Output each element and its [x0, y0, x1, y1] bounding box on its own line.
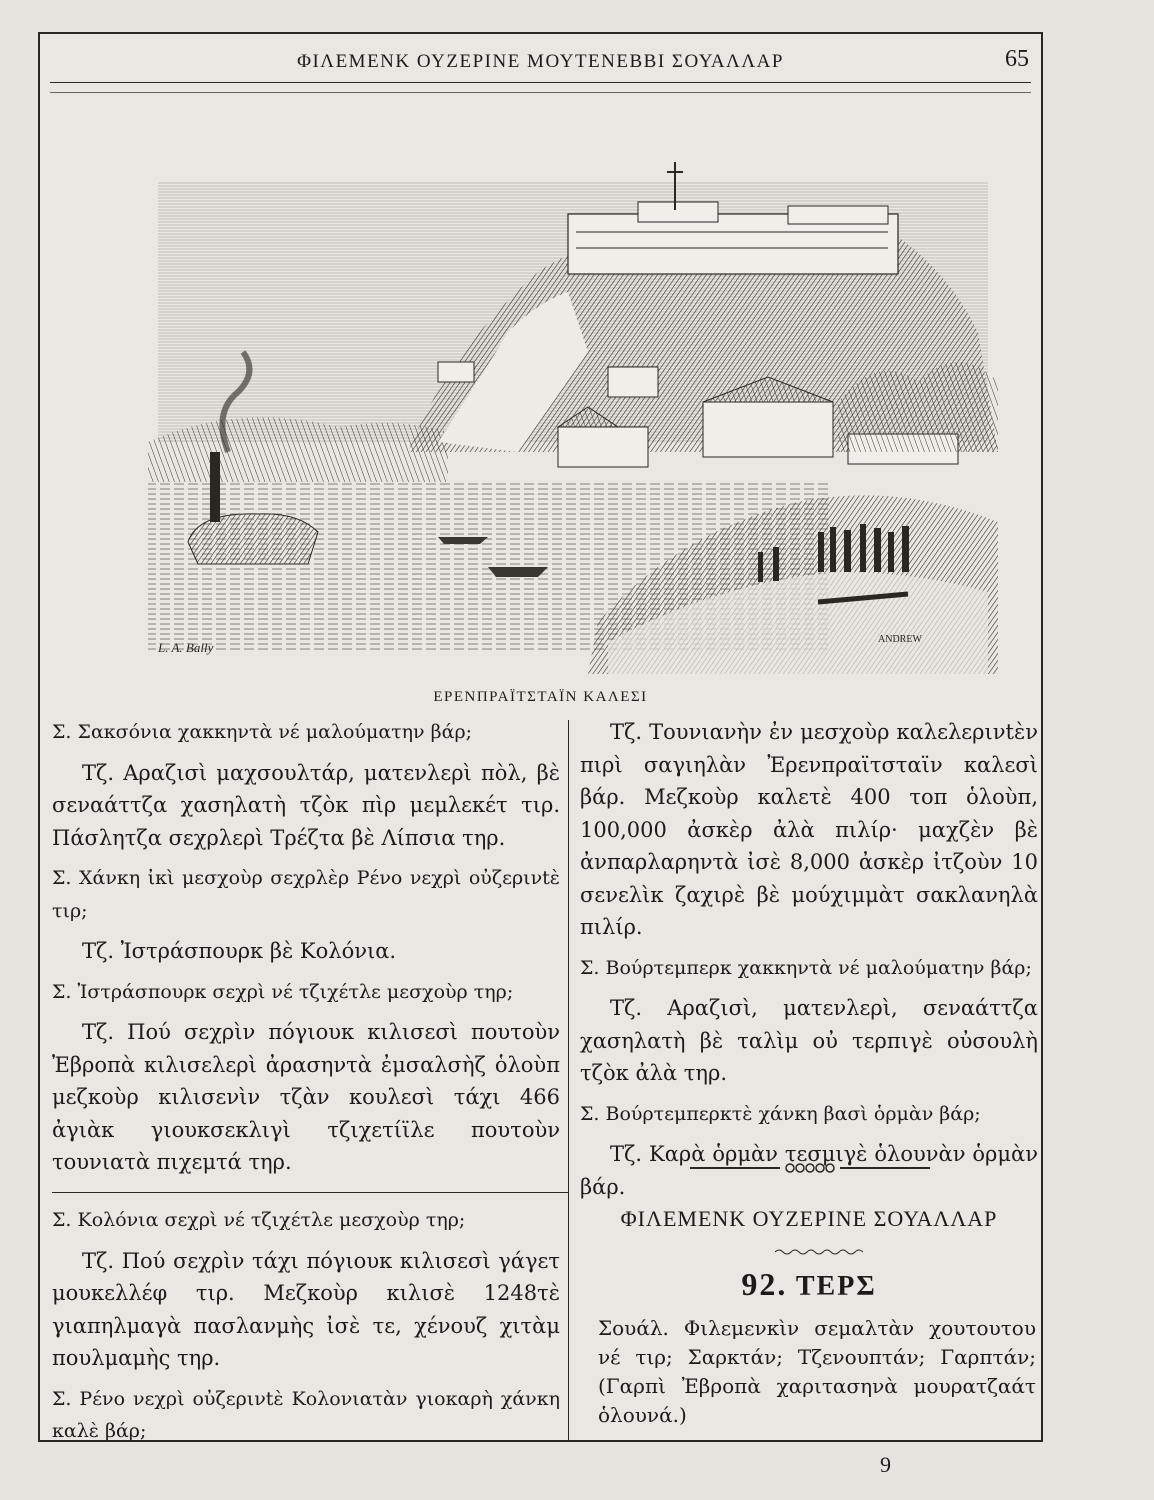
paragraph: Σ. Βούρτεμπερκ χακκηντὰ νέ μαλούματην βάρ; — [580, 956, 1032, 979]
lesson-word: ΤΕΡΣ — [795, 1271, 877, 1302]
header-rule-thin — [50, 92, 1031, 93]
right-column — [580, 716, 1038, 1211]
paragraph: Τζ. Πού σεχρὶν πόγιουκ κιλισεσὶ πουτοὺν Ἐβροπὰ κιλισελερὶ ἀρασηντὰ ἐμσαλσὴζ ὁλοὺπ μεζκοὺρ κιλισενὶν τζὰν κουλεσὶ τάχι 466 ἀγιὰκ γιουκσεκλιγὶ τζιχετίϊλε πουτοὺν τουνιατὰ πιχεμτά τηρ. — [52, 1020, 560, 1174]
paragraph: Σ. Χάνκη ἰκὶ μεσχοὺρ σεχρλὲρ Ρένο νεχρὶ οὐζερινtὲ τιρ; — [52, 867, 560, 922]
paragraph: Σ. Ἰστράσπουρκ σεχρὶ νέ τζιχέτλε μεσχοὺρ τηρ; — [52, 980, 514, 1003]
lesson-title — [580, 1266, 1038, 1303]
paragraph: Σ. Ρένο νεχρὶ οὐζερινtὲ Κολονιατὰν γιοκαρὴ χάνκη καλὲ βάρ; — [52, 1387, 560, 1442]
page-number: 65 — [1005, 46, 1029, 72]
paragraph: Τζ. Πού σεχρὶν τάχι πόγιουκ κιλισεσὶ γάγετ μουκελλέφ τιρ. Μεζκοὺρ κιλισὲ 1248τὲ γιαπηλμαγὰ πασλανμὴς ἰσὲ τε, χένουζ χιτὰμ πουλμαμὴς τηρ. — [52, 1248, 560, 1370]
paragraph: Σ. Βούρτεμπερκτὲ χάνκη βασὶ ὁρμὰν βάρ; — [580, 1102, 981, 1125]
paragraph: Τζ. Καρὰ ὁρμὰν τεσμιγὲ ὁλουνὰν ὁρμὰν βάρ. — [580, 1142, 1038, 1199]
left-column-lower — [52, 1204, 560, 1456]
paragraph: Τζ. Αραζισὶ, ματενλερὶ, σεναάττζα χασηλατὴ βὲ ταλὶμ οὐ τερπιγὲ οὐσουλὴ τζὸκ ἀλὰ τηρ. — [580, 996, 1038, 1085]
paragraph: Σ. Σακσόνια χακκηντὰ νέ μαλούματην βάρ; — [52, 721, 473, 743]
lesson-number: 92. — [741, 1266, 788, 1302]
running-header — [40, 42, 1041, 82]
engraver-signature-right: ANDREW — [878, 634, 922, 645]
signature-number: 9 — [880, 1452, 891, 1477]
paragraph: Τζ. Αραζισὶ μαχσουλτάρ, ματενλερὶ πὸλ, βὲ σεναάττζα χασηλατὴ τζὸκ πὶρ μεμλεκέτ τιρ. Πάσλητζα σεχρλερὶ Τρέζτα βὲ Λίπσια τηρ. — [52, 760, 560, 850]
page-frame — [38, 32, 1043, 1477]
illustration-caption: ΕΡΕΝΠΡΑΪΤΣΤΑΪΝ ΚΑΛΕΣΙ — [433, 689, 648, 705]
left-column — [52, 716, 560, 1187]
lesson-question: Σουάλ. Φιλεμενκὶν σεμαλτὰν χουτουτου νέ τιρ; Σαρκτάν; Τζενουπτάν; Γαρπτάν; (Γαρπὶ Ἐβροπὰ χαριτασηνὰ μουρατζαάτ ὁλουνά.) — [598, 1316, 1036, 1427]
paragraph: Τζ. Τουνιανὴν ἐν μεσχοὺρ καλελερινtὲν πιρὶ σαγιηλὰν Ἐρενπραϊτσταϊν καλεσὶ βάρ. Μεζκοὺρ καλετὲ 400 τοπ ὁλοὺπ, 100,000 ἀσκὲρ ἀλὰ πιλίρ· μαχζὲν βὲ ἀνπαρλαρηντὰ ἰσὲ 8,000 ἀσκὲρ ἰτζοὺν 10 σενελὶκ ζαχιρὲ βὲ μούχιμμὰτ σακλανηλὰ πιλίρ. — [580, 720, 1038, 939]
section-heading: ΦΙΛΕΜΕΝΚ ΟΥΖΕΡΙΝΕ ΣΟΥΑΛΛΑΡ — [620, 1206, 998, 1231]
fortress-engraving — [118, 152, 998, 674]
engraver-signature-left: L. A. Bally — [158, 640, 214, 655]
ornament-divider — [690, 1158, 930, 1178]
header-rule — [50, 82, 1031, 83]
column-divider — [568, 720, 569, 1440]
wavy-rule — [775, 1248, 863, 1256]
left-column-rule — [52, 1192, 568, 1193]
paragraph: Τζ. Ἰστράσπουρκ βὲ Κολόνια. — [82, 939, 397, 963]
paragraph: Σ. Κολόνια σεχρὶ νέ τζιχέτλε μεσχοὺρ τηρ; — [52, 1209, 466, 1231]
running-title: ΦΙΛΕΜΕΝΚ ΟΥΖΕΡΙΝΕ ΜΟΥΤΕΝΕΒΒΙ ΣΟΥΑΛΛΑΡ — [297, 51, 784, 72]
